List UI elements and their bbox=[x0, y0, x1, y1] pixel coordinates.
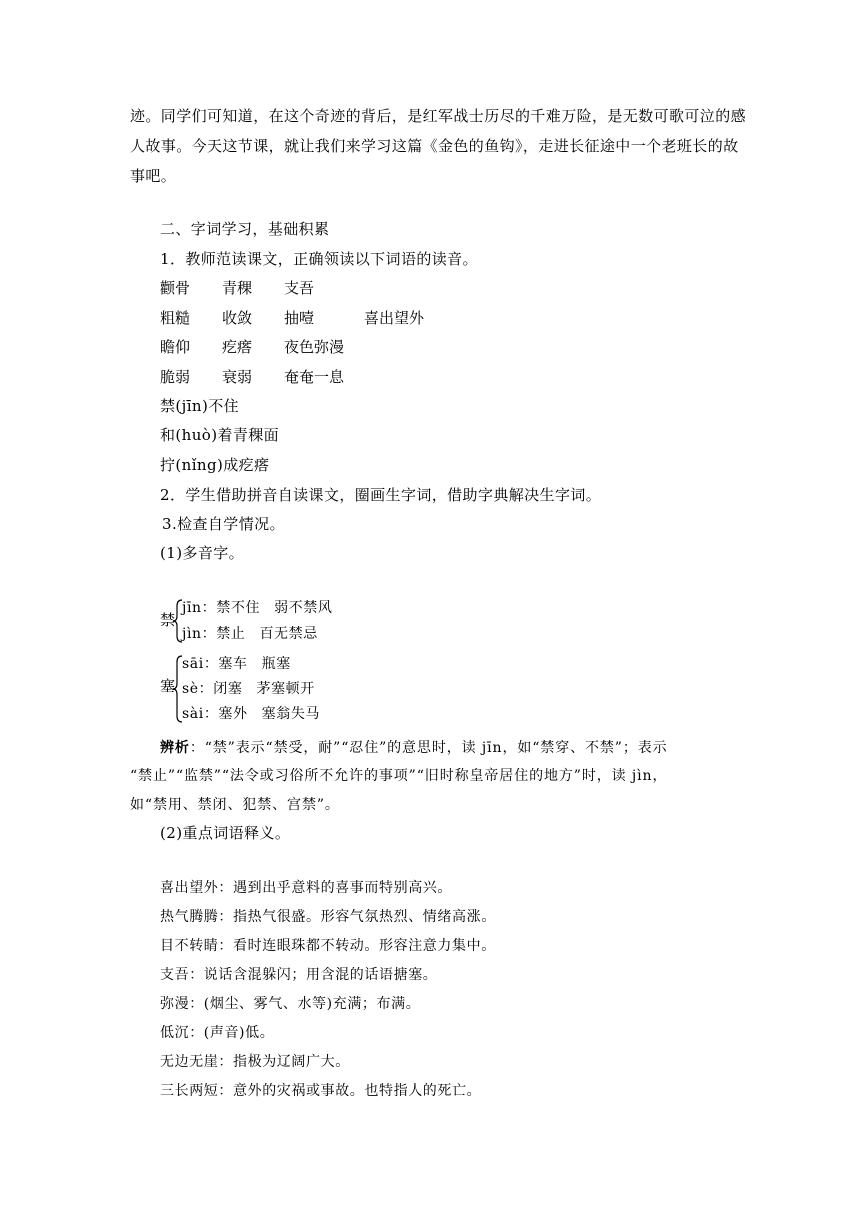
definition-item: 无边无崖：指极为辽阔广大。 bbox=[160, 1054, 350, 1070]
definition-item: 低沉：(声音)低。 bbox=[160, 1025, 275, 1041]
definition-item: 热气腾腾：指热气很盛。形容气氛热烈、情绪高涨。 bbox=[160, 909, 496, 925]
vocab-word: 喜出望外 bbox=[364, 309, 425, 327]
analysis-line-2: “禁止”“监禁”“法令或习俗所不允许的事项”“旧时称皇帝居住的地方”时，读 jìn， bbox=[130, 768, 668, 784]
definition-item: 弥漫：(烟尘、雾气、水等)充满；布满。 bbox=[160, 996, 421, 1012]
polyphone-reading bbox=[182, 624, 318, 644]
pinyin: jīn bbox=[182, 600, 202, 616]
vocab-word: 青稞 bbox=[222, 279, 253, 297]
step-2: 2．学生借助拼音自读课文，圈画生字词，借助字典解决生字词。 bbox=[160, 486, 602, 504]
vocab-word: 疙瘩 bbox=[222, 338, 253, 356]
pinyin-line: 拧(nǐng)成疙瘩 bbox=[160, 456, 270, 474]
example-word: 弱不禁风 bbox=[274, 600, 333, 616]
example-word: 百无禁忌 bbox=[259, 626, 318, 642]
polyphone-char: 禁 bbox=[160, 611, 176, 629]
vocab-word: 衰弱 bbox=[222, 368, 253, 386]
example-word: 塞外 bbox=[218, 706, 248, 722]
vocab-row bbox=[160, 308, 424, 328]
example-word: 塞车 bbox=[218, 656, 248, 672]
pinyin-line: 和(huò)着青稞面 bbox=[160, 426, 280, 444]
pinyin: sè bbox=[182, 681, 199, 697]
vocab-word: 脆弱 bbox=[160, 368, 191, 386]
vocab-word: 粗糙 bbox=[160, 309, 191, 327]
analysis-label: 辨析 bbox=[160, 740, 190, 756]
colon: ： bbox=[203, 706, 219, 722]
definition-item: 三长两短：意外的灾祸或事故。也特指人的死亡。 bbox=[160, 1083, 482, 1099]
section-heading: 二、字词学习，基础积累 bbox=[160, 220, 330, 238]
pinyin: sāi bbox=[182, 656, 204, 672]
example-word: 禁不住 bbox=[216, 600, 261, 616]
definition-item: 支吾：说话含混躲闪；用含混的话语搪塞。 bbox=[160, 967, 438, 983]
analysis-line-3: 如“禁用、禁闭、犯禁、宫禁”。 bbox=[130, 797, 340, 813]
vocab-word: 收敛 bbox=[222, 309, 253, 327]
pinyin: jìn bbox=[182, 626, 202, 642]
definition-item: 目不转睛：看时连眼珠都不转动。形容注意力集中。 bbox=[160, 938, 496, 954]
analysis-line-1 bbox=[160, 738, 668, 758]
pinyin-line: 禁(jīn)不住 bbox=[160, 397, 240, 415]
example-word: 塞翁失马 bbox=[261, 706, 321, 722]
vocab-row bbox=[160, 278, 364, 298]
sub-heading-definitions: (2)重点词语释义。 bbox=[160, 824, 291, 842]
vocab-word: 支吾 bbox=[284, 279, 315, 297]
example-word: 禁止 bbox=[216, 626, 246, 642]
vocab-word: 夜色弥漫 bbox=[284, 338, 345, 356]
polyphone-reading bbox=[182, 679, 315, 699]
intro-line-3: 事吧。 bbox=[130, 167, 177, 185]
sub-heading-polyphones: (1)多音字。 bbox=[160, 544, 245, 562]
colon: ： bbox=[201, 600, 217, 616]
step-1: 1．教师范读课文，正确领读以下词语的读音。 bbox=[160, 250, 478, 268]
polyphone-reading bbox=[182, 654, 291, 674]
vocab-word: 奄奄一息 bbox=[284, 368, 345, 386]
pinyin: sài bbox=[182, 706, 204, 722]
step-3: 3.检查自学情况。 bbox=[162, 515, 285, 533]
analysis-text: ：“禁”表示“禁受，耐”“忍住”的意思时，读 jīn，如“禁穿、不禁”；表示 bbox=[189, 740, 668, 756]
vocab-row bbox=[160, 337, 364, 357]
example-word: 闭塞 bbox=[213, 681, 243, 697]
polyphone-reading bbox=[182, 598, 332, 618]
example-word: 茅塞顿开 bbox=[256, 681, 315, 697]
colon: ： bbox=[198, 681, 214, 697]
intro-line-1: 迹。同学们可知道，在这个奇迹的背后，是红军战士历尽的千难万险，是无数可歌可泣的感 bbox=[130, 107, 747, 125]
polyphone-char: 塞 bbox=[160, 677, 176, 695]
vocab-word: 颧骨 bbox=[160, 279, 191, 297]
vocab-word: 瞻仰 bbox=[160, 338, 191, 356]
intro-line-2: 人故事。今天这节课，就让我们来学习这篇《金色的鱼钩》，走进长征途中一个老班长的故 bbox=[130, 137, 739, 155]
definition-item: 喜出望外：遇到出乎意料的喜事而特别高兴。 bbox=[160, 880, 452, 896]
vocab-word: 抽噎 bbox=[284, 309, 315, 327]
colon: ： bbox=[203, 656, 219, 672]
polyphone-reading bbox=[182, 704, 320, 724]
example-word: 瓶塞 bbox=[261, 656, 291, 672]
colon: ： bbox=[201, 626, 217, 642]
vocab-row bbox=[160, 367, 364, 387]
